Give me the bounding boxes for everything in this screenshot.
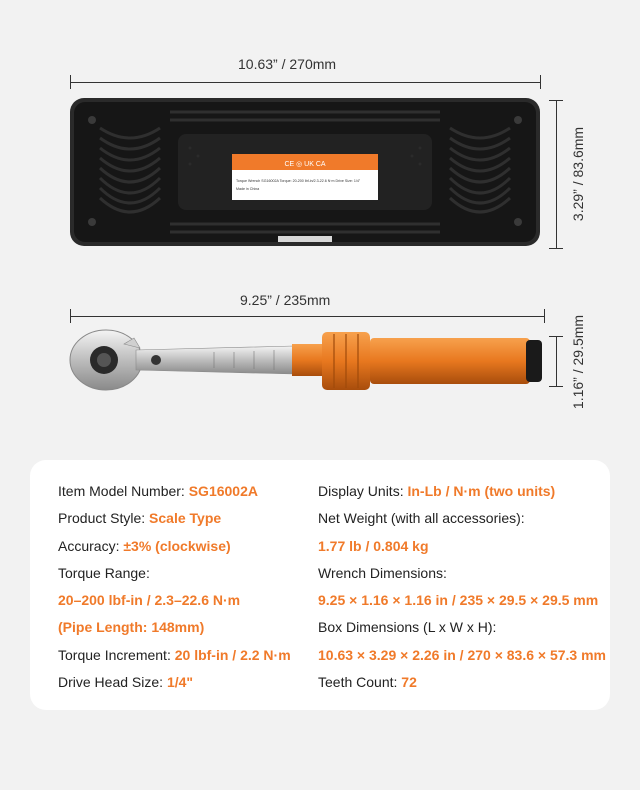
- wrench-height-tick-bottom: [549, 386, 563, 387]
- spec-row: [318, 642, 608, 669]
- case-height-line: [556, 100, 557, 248]
- specs-right-column: [318, 478, 608, 696]
- case-width-tick-left: [70, 75, 71, 89]
- spec-label: Product Style:: [58, 510, 150, 527]
- spec-row: [318, 669, 608, 696]
- spec-row: [58, 614, 318, 641]
- spec-row: [318, 533, 608, 560]
- spec-value: ±3% (clockwise): [123, 537, 231, 554]
- case-height-label: 3.29” / 83.6mm: [570, 126, 586, 222]
- wrench-height-label: 1.16” / 29.5mm: [570, 314, 586, 410]
- spec-row: [58, 560, 318, 587]
- spec-row: [58, 587, 318, 614]
- case-label-text1: Torque Wrench SG16002A Torque: 20-200 lbf-in/2.3-22.6 N·m Drive Size: 1/4": [236, 179, 361, 183]
- storage-case-image: [70, 98, 540, 246]
- spec-row: [58, 642, 318, 669]
- spec-value: SG16002A: [188, 483, 258, 499]
- spec-row: [318, 614, 608, 641]
- spec-label: Drive Head Size:: [58, 674, 167, 691]
- spec-value: 20 lbf-in / 2.2 N·m: [174, 646, 291, 663]
- spec-row: [318, 505, 608, 532]
- spec-value: 9.25 × 1.16 × 1.16 in / 235 × 29.5 × 29.5 mm: [318, 592, 599, 609]
- spec-label: Teeth Count:: [318, 674, 402, 691]
- spec-value: 1.77 lb / 0.804 kg: [318, 537, 429, 554]
- spec-label: Item Model Number:: [58, 483, 189, 499]
- spec-row: [58, 533, 318, 560]
- case-width-label: 10.63” / 270mm: [238, 56, 337, 72]
- torque-wrench-image: [64, 322, 544, 398]
- spec-row: [318, 478, 608, 505]
- spec-row: [58, 505, 318, 532]
- wrench-length-tick-left: [70, 309, 71, 323]
- spec-label: Accuracy:: [58, 537, 124, 554]
- case-height-tick-top: [549, 100, 563, 101]
- wrench-height-tick-top: [549, 336, 563, 337]
- spec-label: Torque Range:: [58, 564, 150, 581]
- spec-value: Scale Type: [149, 510, 222, 527]
- spec-value: In-Lb / N·m (two units): [407, 483, 556, 499]
- spec-label: Torque Increment:: [58, 646, 175, 663]
- spec-row: [58, 669, 318, 696]
- spec-label: Box Dimensions (L x W x H):: [318, 619, 497, 636]
- spec-label: Net Weight (with all accessories):: [318, 510, 525, 527]
- case-width-tick-right: [540, 75, 541, 89]
- spec-row: [318, 560, 608, 587]
- case-label-text2: Made in China: [236, 187, 260, 191]
- spec-row: [58, 478, 318, 505]
- case-label-marks: CE ◎ UK CA: [284, 161, 326, 168]
- wrench-length-tick-right: [544, 309, 545, 323]
- spec-label: Display Units:: [318, 483, 408, 499]
- wrench-length-line: [70, 316, 544, 317]
- spec-card: [30, 460, 610, 710]
- wrench-height-line: [556, 336, 557, 386]
- spec-row: [318, 587, 608, 614]
- wrench-length-label: 9.25” / 235mm: [240, 292, 331, 308]
- spec-value: (Pipe Length: 148mm): [58, 619, 205, 636]
- spec-value: 72: [401, 674, 417, 691]
- specs-left-column: [58, 478, 318, 696]
- spec-value: 20–200 lbf-in / 2.3–22.6 N·m: [58, 592, 241, 609]
- case-width-line: [70, 82, 540, 83]
- case-height-tick-bottom: [549, 248, 563, 249]
- spec-value: 1/4": [166, 674, 194, 691]
- spec-value: 10.63 × 3.29 × 2.26 in / 270 × 83.6 × 57.3 mm: [318, 646, 606, 663]
- spec-label: Wrench Dimensions:: [318, 564, 447, 581]
